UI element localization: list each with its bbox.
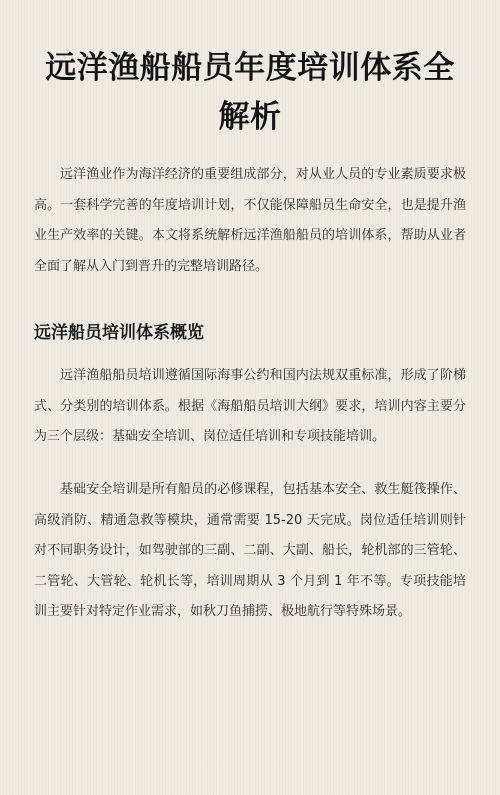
section-paragraph-2: 基础安全培训是所有船员的必修课程，包括基本安全、救生艇筏操作、高级消防、精通急救等模块，通常需要 15-20 天完成。岗位适任培训则针对不同职务设计，如驾驶部的三副、二副、大副、船长，轮机部的三管轮、二管轮、大管轮、轮机长等，培训周期从 3 个月到 1 年不等。专项技能培训主要针对特定作业需求，如秋刀鱼捕捞、极地航行等特殊场景。	[34, 482, 466, 619]
intro-paragraph: 远洋渔业作为海洋经济的重要组成部分，对从业人员的专业素质要求极高。一套科学完善的年度培训计划，不仅能保障船员生命安全，也是提升渔业生产效率的关键。本文将系统解析远洋渔船船员的培训体系，帮助从业者全面了解从入门到晋升的完整培训路径。	[34, 167, 466, 274]
article-title: 远洋渔船船员年度培训体系全解析	[45, 50, 455, 135]
section-heading: 远洋船员培训体系概览	[34, 323, 204, 343]
section-paragraph-1: 远洋渔船船员培训遵循国际海事公约和国内法规双重标准，形成了阶梯式、分类别的培训体系。根据《海船船员培训大纲》要求，培训内容主要分为三个层级：基础安全培训、岗位适任培训和专项技能培训。	[34, 368, 466, 444]
